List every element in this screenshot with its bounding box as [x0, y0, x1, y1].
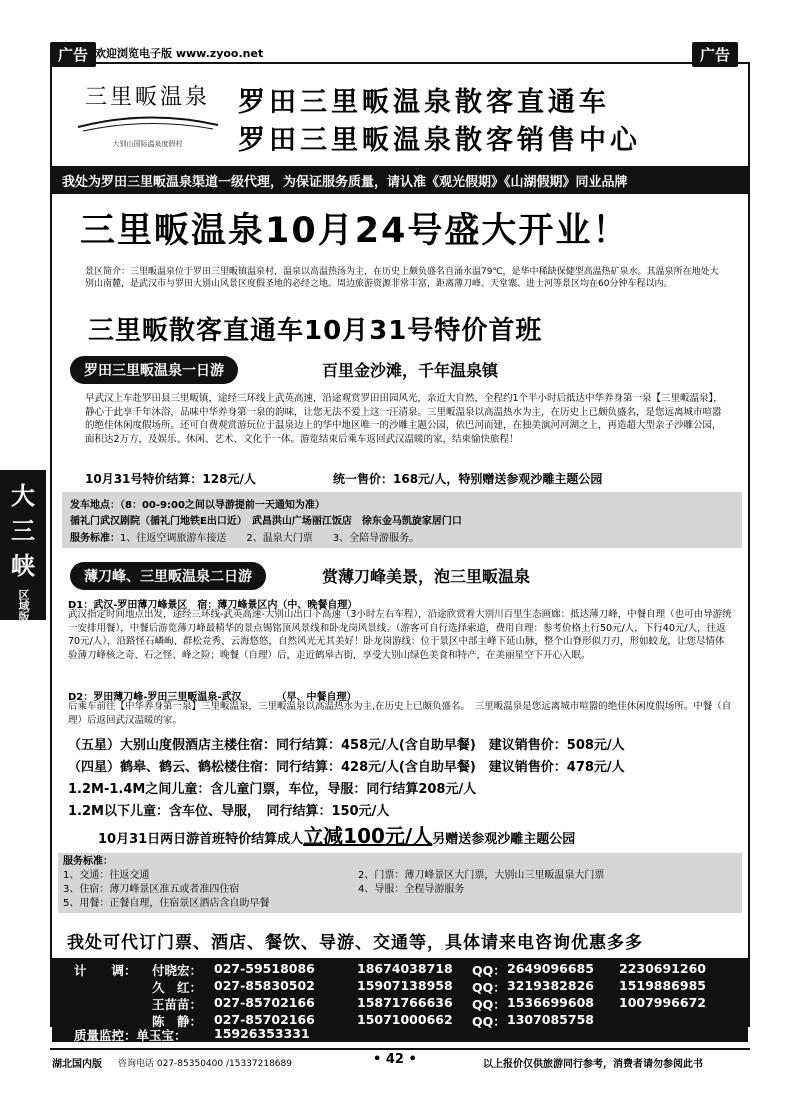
tour2-service-box — [58, 853, 742, 913]
tour1-subtitle: 百里金沙滩，千年温泉镇 — [322, 361, 499, 380]
contact-qq: 1007996672 — [619, 995, 706, 1010]
contact-qq-label: QQ： — [472, 963, 506, 978]
side-tab-edition: 区域版 — [17, 588, 30, 622]
contact-mobile: 15871766636 — [357, 995, 453, 1010]
website-banner: 欢迎浏览电子版 www.zyoo.net — [95, 47, 264, 60]
contact-mobile: 15071000662 — [357, 1012, 453, 1027]
contact-tel: 027-85830502 — [214, 978, 315, 993]
child-price-2: 1.2M以下儿童：含车位、导服， 同行结算：150元/人 — [68, 804, 390, 819]
contact-panel — [52, 958, 748, 1042]
tour2-day2-title: D2：罗田薄刀峰-罗田三里畈温泉-武汉 （早、中餐自理） — [68, 692, 357, 703]
service-item: 4、导服：全程导游服务 — [358, 884, 465, 895]
tour2-service-title: 服务标准： — [63, 856, 113, 867]
logo — [60, 70, 235, 165]
contact-label: 计 调： — [74, 963, 137, 978]
tour2-day1-title: D1：武汉-罗田薄刀峰景区 宿：薄刀峰景区内（中、晚餐自理） — [68, 600, 358, 611]
tour1-pill: 罗田三里畈温泉一日游 — [70, 356, 238, 384]
contact-name: 付晓宏： — [152, 963, 203, 978]
promo-pre: 10月31日两日游首班特价结算成人 — [98, 832, 304, 847]
contact-mobile: 15907138958 — [357, 978, 453, 993]
tour1-service-items: 1、往返空调旅游车接送 2、温泉大门票 3、全陪导游服务。 — [120, 533, 420, 544]
tour2-day1-description: 武汉指定时间地点出发，途经三环线-武英高速-大别山出口下高速（3小时左右车程），沿途欣赏着大别川百里生态画廊：抵达薄刀峰，中餐自理（也可由导游统一安排用餐），中餐后游览薄刀峰最精华的景点锡铭顶风景线和卧龙岗风景线。（游客可自行选择索道，费用自理：参考价格上行50元/人，下行40元/人，往返70元/人），沿路怪石嶙峋、群松竞秀、云海悠悠，自然风光无其美好！卧龙岗游线：位于景区中部主峰下延山脉，整个山脊形似刀刃，形如蛟龙，让您尽情体验薄刀峰核之奇、石之怪、峰之险；晚餐（自理）后，走近鹤皋古街，享受大别山绿色美食和特产，在美丽星空下开心入眠。 — [68, 609, 732, 661]
tour1-description: 早武汉上车赴罗田县三里畈镇，途经三环线上武英高速，沿途观赏罗田田园风光，亲近大自然，全程约1个半小时后抵达中华养身第一泉【三里畈温泉】，静心于此享千年沐浴，品味中华养身第一泉的韵味，让您无法不爱上这一汪清泉。三里畈温泉以高温热水为主，在历史上已颇负盛名，是您远离城市喧嚣的绝佳休闲度假场所。还可自费观赏游玩位于温泉边上的华中地区唯一的沙雕主题公园，依巴河而建，在独美演河河湖之上，再造超大型亲子沙雕公园，面积达2万方，及娱乐、休闲、艺术、文化于一体。游览结束后乘车返回武汉温暖的家，结束愉快旅程！ — [85, 393, 723, 445]
contact-qq: 2230691260 — [619, 961, 706, 976]
contact-tel: 027-59518086 — [214, 961, 315, 976]
ad-tag-left: 广告 — [50, 42, 96, 67]
tour1-service-label: 服务标准： — [70, 533, 120, 544]
logo-name: 三里畈温泉 — [84, 85, 210, 110]
contact-name: 陈 静： — [152, 1014, 203, 1029]
booking-slogan: 我处可代订门票、酒店、餐饮、导游、交通等，具体请来电咨询优惠多多 — [67, 933, 643, 953]
departure-box — [62, 492, 742, 548]
tour1-special-price: 10月31号特价结算：128元/人 — [85, 472, 256, 486]
quality-monitor-phone: 15926353331 — [214, 1026, 310, 1041]
contact-qq: 2649096685 — [507, 961, 594, 976]
contact-name: 久 红： — [152, 980, 203, 995]
service-item: 3、住宿：薄刀峰景区准五或者准四住宿 — [63, 884, 240, 895]
tour1-unified-price: 统一售价：168元/人，特别赠送参观沙雕主题公园 — [333, 472, 603, 486]
headline-1: 罗田三里畈温泉散客直通车 — [238, 87, 610, 118]
side-tab-char: 三 — [11, 517, 35, 545]
contact-qq-label: QQ： — [472, 1014, 506, 1029]
tour2-promo — [98, 820, 575, 849]
child-price-1: 1.2M-1.4M之间儿童：含儿童门票，车位，导服：同行结算208元/人 — [68, 782, 477, 797]
contact-name: 王苗苗： — [152, 997, 203, 1012]
footer-edition: 湖北国内版 — [52, 1059, 102, 1070]
promo-post: 另赠送参观沙雕主题公园 — [432, 832, 576, 847]
promo-discount: 立减100元/人 — [303, 824, 433, 848]
contact-tel: 027-85702166 — [214, 1012, 315, 1027]
logo-swoosh-icon — [73, 113, 223, 135]
region-side-tab — [0, 470, 46, 620]
contact-mobile: 18674038718 — [357, 961, 453, 976]
tour1-service — [70, 529, 419, 544]
footer-disclaimer: 以上报价仅供旅游同行参考，消费者请勿参阅此书 — [483, 1059, 703, 1070]
contact-qq: 1519886985 — [619, 978, 706, 993]
hotel-four-star: （四星）鹤皋、鹤云、鹤松楼住宿：同行结算：428元/人(含自助早餐) 建议销售价：478元/人 — [68, 760, 625, 775]
contact-qq-label: QQ： — [472, 980, 506, 995]
tour2-day2-description: 后乘车前往【中华养身第一泉】三里畈温泉，三里畈温泉以高温热水为主,在历史上已颇负盛名。 三里畈温泉是您远离城市喧嚣的绝佳休闲度假场所。中餐（自理）后返回武汉温暖的家。 — [68, 701, 732, 726]
contact-qq: 1536699608 — [507, 995, 594, 1010]
page-number: • 42 • — [373, 1052, 417, 1067]
scenic-intro: 景区简介：三里畈温泉位于罗田三里畈镇温泉村，温泉以高温热汤为主，在历史上颇负盛名自涌水温79℃，是华中稀缺保健型高温热矿泉水。其温泉所在地处大别山南麓，是武汉市与罗田大别山风景区度假圣地的必经之地。周边旅游资源非常丰富，距离薄刀峰、天堂寨、进士河等景区均在60分钟车程以内。 — [85, 267, 719, 289]
express-title: 三里畈散客直通车10月31号特价首班 — [88, 316, 543, 346]
departure-spots: 循礼门武汉剧院（循礼门地铁E出口近） 武昌洪山广场丽江饭店 徐东金马凯旋家居门口 — [70, 516, 462, 527]
service-item: 2、门票：薄刀峰景区大门票，大别山三里畈温泉大门票 — [358, 870, 605, 881]
quality-monitor-label: 质量监控：单玉宝： — [74, 1028, 187, 1043]
contact-qq-label: QQ： — [472, 997, 506, 1012]
contact-qq: 3219382826 — [507, 978, 594, 993]
service-item: 5、用餐：正餐自理，住宿景区酒店含自助早餐 — [63, 898, 270, 909]
departure-label: 发车地点：（8：00-9:00之间以导游提前一天通知为准） — [70, 500, 325, 511]
headline-2: 罗田三里畈温泉散客销售中心 — [238, 125, 641, 156]
opening-title: 三里畈温泉10月24号盛大开业！ — [80, 211, 630, 251]
contact-qq: 1307085758 — [507, 1012, 594, 1027]
service-item: 1、交通：往返交通 — [63, 870, 150, 881]
footer-rule — [50, 1048, 750, 1050]
agent-notice-bar: 我处为罗田三里畈温泉渠道一级代理，为保证服务质量，请认准《观光假期》《山湖假期》同业品牌 — [52, 166, 748, 194]
ad-tag-right: 广告 — [692, 42, 738, 67]
hotel-five-star: （五星）大别山度假酒店主楼住宿：同行结算：458元/人(含自助早餐) 建议销售价：508元/人 — [68, 738, 625, 753]
logo-subtitle: 大别山国际温泉度假村 — [112, 140, 183, 148]
tour2-subtitle: 赏薄刀峰美景，泡三里畈温泉 — [322, 567, 531, 586]
footer-consult-phone: 咨询电话 027-85350400 /15337218689 — [118, 1059, 292, 1069]
tour2-pill: 薄刀峰、三里畈温泉二日游 — [70, 562, 266, 590]
side-tab-char: 大 — [11, 482, 35, 510]
side-tab-char: 峡 — [11, 552, 35, 580]
contact-tel: 027-85702166 — [214, 995, 315, 1010]
